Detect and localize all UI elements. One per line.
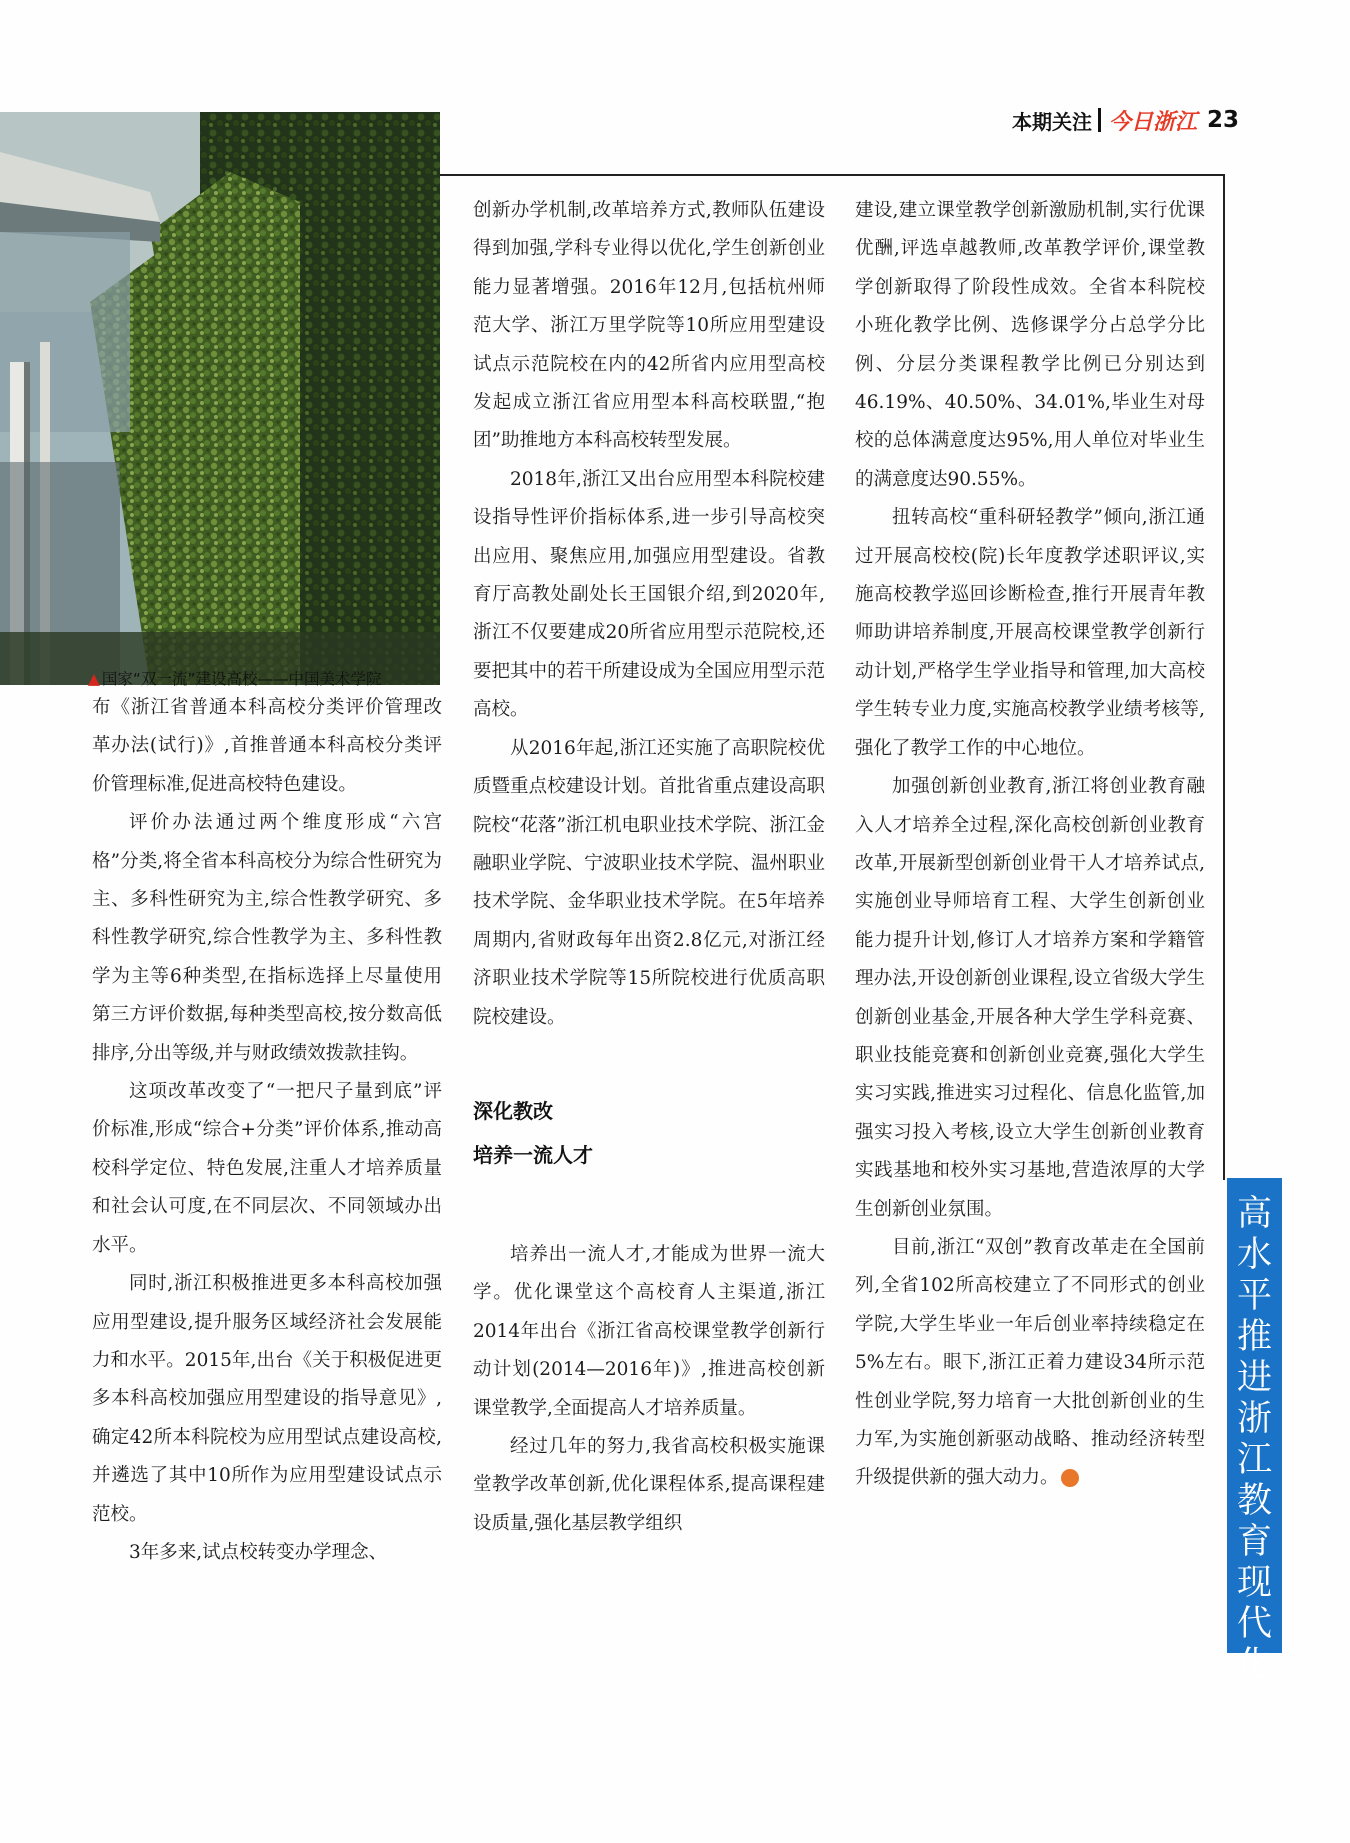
page-number: 23 [1207,107,1240,133]
paragraph: 同时,浙江积极推进更多本科高校加强应用型建设,提升服务区域经济社会发展能力和水平。2015年,出台《关于积极促进更多本科高校加强应用型建设的指导意见》,确定42所本科院校为应用型试点建设高校,并遴选了其中10所作为应用型建设试点示范校。 [92,1273,442,1525]
paragraph-text: 目前,浙江“双创”教育改革走在全国前列,全省102所高校建立了不同形式的创业学院,大学生毕业一年后创业率持续稳定在5%左右。眼下,浙江正着力建设34所示范性创业学院,努力培育一大批创新创业的生力军,为实施创新驱动战略、推动经济转型升级提供新的强大动力。 [855,1236,1205,1489]
paragraph: 加强创新创业教育,浙江将创业教育融入人才培养全过程,深化高校创新创业教育改革,开展新型创新创业骨干人才培养试点,实施创业导师培育工程、大学生创新创业能力提升计划,修订人才培养方案和学籍管理办法,开设创新创业课程,设立省级大学生创新创业基金,开展各种大学生学科竞赛、职业技能竞赛和创新创业竞赛,强化大学生实习实践,推进实习过程化、信息化监管,加强实习投入考核,设立大学生创新创业教育实践基地和校外实习基地,营造浓厚的大学生创新创业氛围。 [855,776,1205,1220]
topic-sidebar-tab [1227,1178,1282,1685]
paragraph: 创新办学机制,改革培养方式,教师队伍建设得到加强,学科专业得以优化,学生创新创业能力显著增强。2016年12月,包括杭州师范大学、浙江万里学院等10所应用型建设试点示范院校在内的42所省内应用型高校发起成立浙江省应用型本科高校联盟,“抱团”助推地方本科高校转型发展。 [473,200,825,452]
frame-rule-top [440,174,1225,176]
sidebar-label: 高水平推进浙江教育现代化 [1236,1194,1272,1685]
paragraph: 布《浙江省普通本科高校分类评价管理改革办法(试行)》,首推普通本科高校分类评价管理标准,促进高校特色建设。 [92,697,442,795]
section-subheading [473,1089,825,1177]
paragraph: 从2016年起,浙江还实施了高职院校优质暨重点校建设计划。首批省重点建设高职院校“花落”浙江机电职业技术学院、浙江金融职业学院、宁波职业技术学院、温州职业技术学院、金华职业技术学院。在5年培养周期内,省财政每年出资2.8亿元,对浙江经济职业技术学院等15所院校进行优质高职院校建设。 [473,737,825,1028]
article-column-1 [92,689,442,1572]
frame-rule-right [1223,174,1225,1180]
page-header [1012,104,1239,136]
paragraph: 3年多来,试点校转变办学理念、 [129,1541,388,1563]
paragraph: 评价办法通过两个维度形成“六宫格”分类,将全省本科高校分为综合性研究为主、多科性研究为主,综合性教学研究、多科性教学研究,综合性教学为主、多科性教学为主等6种类型,在指标选择上尽量使用第三方评价数据,每种类型高校,按分数高低排序,分出等级,并与财政绩效拨款挂钩。 [92,812,442,1064]
paragraph [855,1229,1205,1498]
photo-caption [88,667,448,689]
caption-triangle-icon: ▲ [88,670,100,688]
paragraph: 培养出一流人才,才能成为世界一流大学。优化课堂这个高校育人主渠道,浙江2014年出台《浙江省高校课堂教学创新行动计划(2014—2016年)》,推进高校创新课堂教学,全面提高人才培养质量。 [473,1243,825,1419]
header-divider [1098,108,1101,132]
paragraph: 这项改革改变了“一把尺子量到底”评价标准,形成“综合+分类”评价体系,推动高校科学定位、特色发展,注重人才培养质量和社会认可度,在不同层次、不同领域办出水平。 [92,1081,442,1256]
end-mark-icon: 今 [1061,1469,1079,1487]
campus-photo [0,112,440,685]
subheading-line-1: 深化教改 [473,1098,553,1123]
article-column-2 [473,192,825,1543]
paragraph: 扭转高校“重科研轻教学”倾向,浙江通过开展高校校(院)长年度教学述职评议,实施高校教学巡回诊断检查,推行开展青年教师助讲培养制度,开展高校课堂教学创新行动计划,严格学生学业指导和管理,加大高校学生转专业力度,实施高校教学业绩考核等,强化了教学工作的中心地位。 [855,507,1205,759]
caption-text: 国家“双一流”建设高校——中国美术学院 [101,670,382,688]
paragraph: 2018年,浙江又出台应用型本科院校建设指导性评价指标体系,进一步引导高校突出应用、聚焦应用,加强应用型建设。省教育厅高教处副处长王国银介绍,到2020年,浙江不仅要建成20所省应用型示范院校,还要把其中的若干所建设成为全国应用型示范高校。 [473,468,825,721]
paragraph: 经过几年的努力,我省高校积极实施课堂教学改革创新,优化课程体系,提高课程建设质量,强化基层教学组织 [473,1435,825,1534]
article-column-3 [855,192,1205,1498]
magazine-logo: 今日浙江 [1109,109,1198,135]
subheading-line-2: 培养一流人才 [473,1142,593,1167]
paragraph: 建设,建立课堂教学创新激励机制,实行优课优酬,评选卓越教师,改革教学评价,课堂教学创新取得了阶段性成效。全省本科院校小班化教学比例、选修课学分占总学分比例、分层分类课程教学比例已分别达到46.19%、40.50%、34.01%,毕业生对母校的总体满意度达95%,用人单位对毕业生的满意度达90.55%。 [855,200,1205,490]
section-title: 本期关注 [1012,109,1092,134]
